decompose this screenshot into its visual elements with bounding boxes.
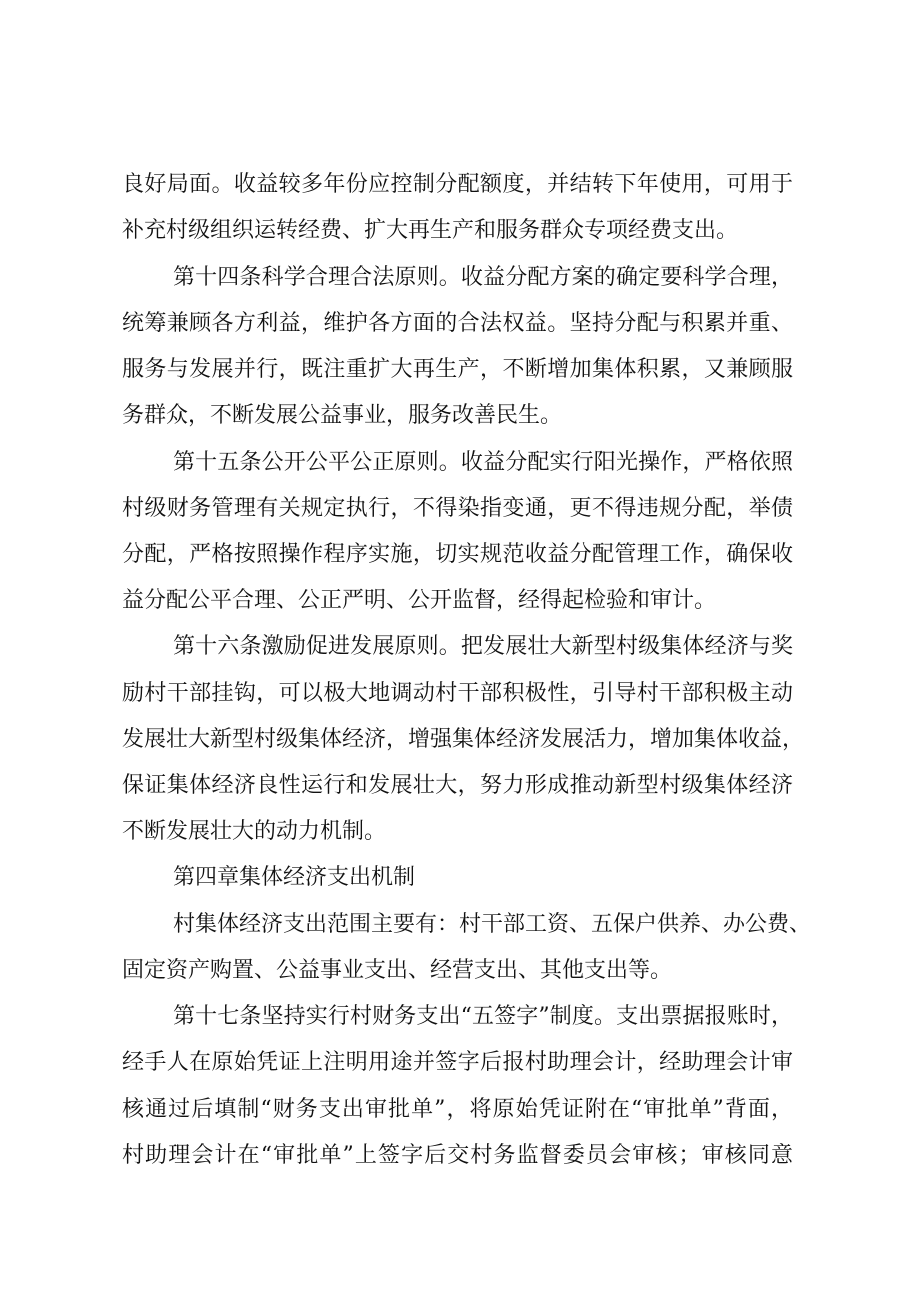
text-line: 分配，严格按照操作程序实施，切实规范收益分配管理工作，确保收 (122, 542, 793, 567)
text-line: 良好局面。收益较多年份应控制分配额度，并结转下年使用，可用于 (122, 172, 793, 197)
text-line: 经手人在原始凭证上注明用途并签字后报村助理会计，经助理会计审 (122, 1050, 793, 1075)
text-line: 务群众，不断发展公益事业，服务改善民生。 (122, 403, 563, 428)
text-line: 保证集体经济良性运行和发展壮大，努力形成推动新型村级集体经济 (122, 773, 793, 798)
text-line: 不断发展壮大的动力机制。 (122, 819, 387, 844)
article-heading-line: 第十七条坚持实行村财务支出“五签字”制度。支出票据报账时， (173, 1004, 793, 1029)
text-line: 发展壮大新型村级集体经济，增强集体经济发展活力，增加集体收益， (122, 727, 805, 752)
text-line: 补充村级组织运转经费、扩大再生产和服务群众专项经费支出。 (122, 218, 739, 243)
article-heading-line: 第十五条公开公平公正原则。收益分配实行阳光操作，严格依照 (173, 450, 793, 475)
article-heading-line: 第十六条激励促进发展原则。把发展壮大新型村级集体经济与奖 (173, 634, 793, 659)
text-line: 统筹兼顾各方利益，维护各方面的合法权益。坚持分配与积累并重、 (122, 311, 793, 336)
text-line: 核通过后填制“财务支出审批单”，将原始凭证附在“审批单”背面， (122, 1097, 793, 1122)
chapter-heading: 第四章集体经济支出机制 (173, 865, 416, 890)
text-line: 益分配公平合理、公正严明、公开监督，经得起检验和审计。 (122, 588, 717, 613)
article-heading-line: 第十四条科学合理合法原则。收益分配方案的确定要科学合理， (173, 265, 793, 290)
text-line: 励村干部挂钩，可以极大地调动村干部积极性，引导村干部积极主动 (122, 681, 793, 706)
text-line: 村助理会计在“审批单”上签字后交村务监督委员会审核；审核同意 (122, 1143, 793, 1168)
text-line: 村级财务管理有关规定执行，不得染指变通，更不得违规分配，举债 (122, 496, 793, 521)
text-line: 固定资产购置、公益事业支出、经营支出、其他支出等。 (122, 958, 673, 983)
text-line: 村集体经济支出范围主要有：村干部工资、五保户供养、办公费、 (173, 912, 812, 937)
text-line: 服务与发展并行，既注重扩大再生产，不断增加集体积累，又兼顾服 (122, 357, 793, 382)
